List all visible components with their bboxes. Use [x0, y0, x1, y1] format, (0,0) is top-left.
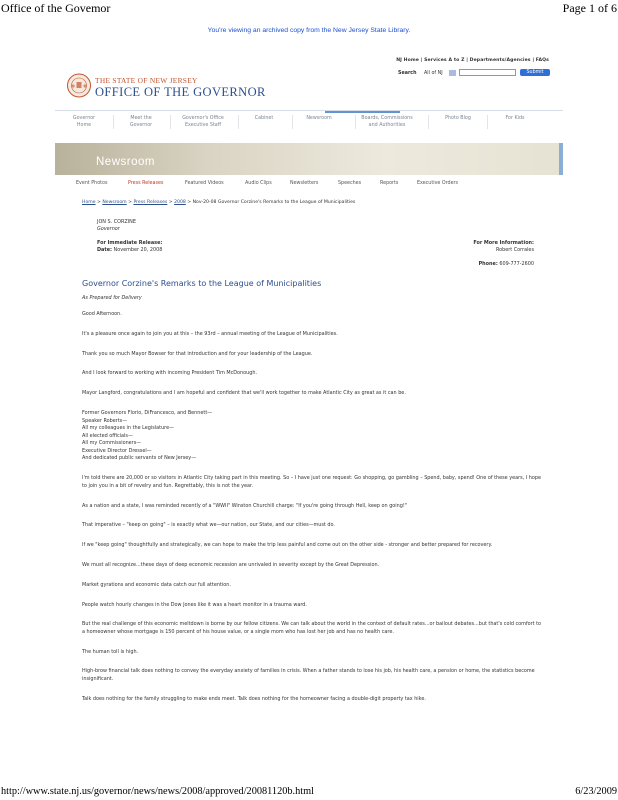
paragraph: Talk does nothing for the family struggling to make ends meet. Talk does nothing for the homeowner facing a double-digit property tax hike. [82, 695, 426, 702]
nav-divider [487, 115, 488, 129]
acknowledgement-list [82, 410, 542, 463]
breadcrumb-home[interactable]: Home [82, 200, 96, 205]
main-nav [55, 110, 563, 143]
paragraph: Thank you so much Mayor Bowser for that introduction and for your leadership of the League. [82, 350, 313, 357]
submit-button[interactable]: Submit [520, 69, 550, 76]
search-input[interactable] [459, 69, 516, 76]
brand-state-name[interactable]: THE STATE OF NEW JERSEY [95, 76, 198, 85]
release-date: November 20, 2008 [113, 247, 163, 254]
date-label: Date: [97, 247, 112, 254]
subnav-audio-clips[interactable]: Audio Clips [245, 181, 272, 186]
subnav-executive-orders[interactable]: Executive Orders [417, 181, 459, 186]
paragraph: High-brow financial talk does nothing to convey the everyday anxiety of families in crisis. When a father stands to lose his job, his health care, a pension or home, the statistics become insignificant. [82, 668, 535, 683]
nav-item-newsroom[interactable]: Newsroom [306, 116, 332, 121]
breadcrumb-press-releases[interactable]: Press Releases [133, 200, 168, 205]
breadcrumb-newsroom[interactable]: Newsroom [102, 200, 127, 205]
archived-notice[interactable]: You're viewing an archived copy from the New Jersey State Library. [207, 27, 411, 34]
section-banner [55, 143, 563, 175]
nav-active-indicator [325, 111, 400, 113]
more-info-label: For More Information: [473, 240, 534, 246]
search-bar [398, 69, 550, 78]
paragraph: And I look forward to working with incoming President Tim McDonough. [82, 370, 258, 377]
state-seal-icon[interactable] [67, 72, 91, 99]
nav-item-executive-staff[interactable]: Governor's Office Executive Staff [182, 116, 224, 128]
list-item: Former Governors Florio, DiFrancesco, and Bennett— [82, 409, 213, 416]
utility-links[interactable]: NJ Home | Services A to Z | Departments/Agencies | FAQs [396, 58, 549, 63]
list-item: All my colleagues in the Legislature— [82, 425, 174, 432]
breadcrumb: Home > Newsroom > Press Releases > 2008 > Nov-20-08 Governor Corzine's Remarks to the League of Municipalities [82, 200, 356, 205]
nav-divider [428, 115, 429, 129]
immediate-release-label: For Immediate Release: [97, 240, 163, 246]
banner-edge [559, 143, 563, 175]
paragraph: We must all recognize...these days of deep economic recession are unrivaled in severity except by the Great Depression. [82, 561, 380, 568]
nav-item-governor-home[interactable]: Governor Home [72, 116, 96, 128]
paragraph: It's a pleasure once again to join you at this – the 93rd – annual meeting of the League of Municipalities. [82, 330, 338, 337]
subnav-speeches[interactable]: Speeches [338, 181, 362, 186]
paragraph: That imperative – "keep on going" – is exactly what we—our nation, our State, and our cities—must do. [82, 522, 335, 529]
paragraph: I'm told there are 20,000 or so visitors in Atlantic City taking part in this meeting. So – I have just one request: Go shopping, go gambling – Spend, baby, spend! One of these years, I hope to join you in a bit of revelry and fun. Regrettably, this is not the year. [82, 475, 542, 489]
search-label: Search [398, 71, 417, 76]
nav-divider [170, 115, 171, 129]
article-body [82, 311, 542, 716]
nav-divider [238, 115, 239, 129]
nav-divider [113, 115, 114, 129]
search-scope-icon[interactable] [449, 70, 456, 76]
paragraph: Good Afternoon. [82, 311, 122, 317]
brand-office-name[interactable]: OFFICE OF THE GOVERNOR [95, 85, 266, 99]
subnav-reports[interactable]: Reports [380, 181, 399, 186]
phone-label: Phone: [478, 261, 498, 267]
nav-item-meet-governor[interactable]: Meet the Governor [129, 116, 153, 128]
list-item: All my Commissioners— [82, 440, 142, 447]
contact-name: Robert Corrales [495, 247, 534, 254]
paragraph: The human toll is high. [82, 648, 139, 655]
author-name: JON S. CORZINE [97, 219, 136, 225]
paragraph: But the real challenge of this economic meltdown is borne by our fellow citizens. We can talk about the world in the context of default rates...or bailout debates...but that's cold comfort to a homeowner whose mortgage is 150 percent of his house value, or a single mom who has lost her job and has no health care. [82, 621, 542, 635]
list-item: All elected officials— [82, 432, 133, 439]
nav-item-for-kids[interactable]: For Kids [505, 116, 525, 121]
author-role: Governor [97, 225, 120, 232]
contact-phone [479, 261, 534, 267]
sub-nav [76, 181, 556, 191]
print-date: 6/23/2009 [575, 786, 617, 797]
breadcrumb-year[interactable]: 2008 [174, 200, 186, 205]
print-url: http://www.state.nj.us/governor/news/news/2008/approved/20081120b.html [1, 786, 314, 797]
subnav-newsletters[interactable]: Newsletters [290, 181, 319, 186]
more-info [473, 240, 534, 255]
subnav-press-releases[interactable]: Press Releases [128, 181, 164, 186]
list-item: Executive Director Dressel— [82, 447, 152, 454]
print-page-number: Page 1 of 6 [562, 1, 617, 15]
release-author [97, 219, 136, 232]
nav-item-cabinet[interactable]: Cabinet [254, 116, 274, 121]
subnav-featured-videos[interactable]: Featured Videos [185, 181, 224, 186]
search-scope[interactable]: All of NJ [424, 71, 443, 76]
paragraph: Market gyrations and economic data catch our full attention. [82, 581, 231, 588]
paragraph: As a nation and a state, I was reminded recently of a "WWII" Winston Churchill charge: "If you're going through Hell, keep on going!" [82, 502, 408, 509]
print-footer [0, 784, 618, 800]
article-prepared-note: As Prepared for Delivery [82, 295, 142, 301]
subnav-event-photos[interactable]: Event Photos [76, 181, 108, 186]
release-info [97, 240, 162, 255]
breadcrumb-current: Nov-20-08 Governor Corzine's Remarks to the League of Municipalities [192, 200, 356, 205]
print-header-title: Office of the Govemor [1, 1, 111, 15]
list-item: And dedicated public servants of New Jersey— [82, 455, 197, 462]
paragraph: Mayor Langford, congratulations and I am hopeful and confident that we'll work together to make Atlantic City as great as it can be. [82, 390, 406, 397]
list-item: Speaker Roberts— [82, 417, 128, 424]
article-headline: Governor Corzine's Remarks to the League of Municipalities [82, 279, 322, 288]
nav-item-boards[interactable]: Boards, Commissions and Authorities [361, 116, 413, 128]
phone-number: 609-777-2600 [499, 261, 534, 267]
paragraph: People watch hourly changes in the Dow Jones like it was a heart monitor in a trauma ward. [82, 601, 307, 608]
paragraph: If we "keep going" thoughtfully and strategically, we can hope to make the trip less painful and come out on the other side - stronger and better prepared for recovery. [82, 542, 493, 549]
nav-item-photo-blog[interactable]: Photo Blog [445, 116, 471, 121]
banner-title: Newsroom [96, 156, 155, 168]
print-header [0, 0, 618, 16]
